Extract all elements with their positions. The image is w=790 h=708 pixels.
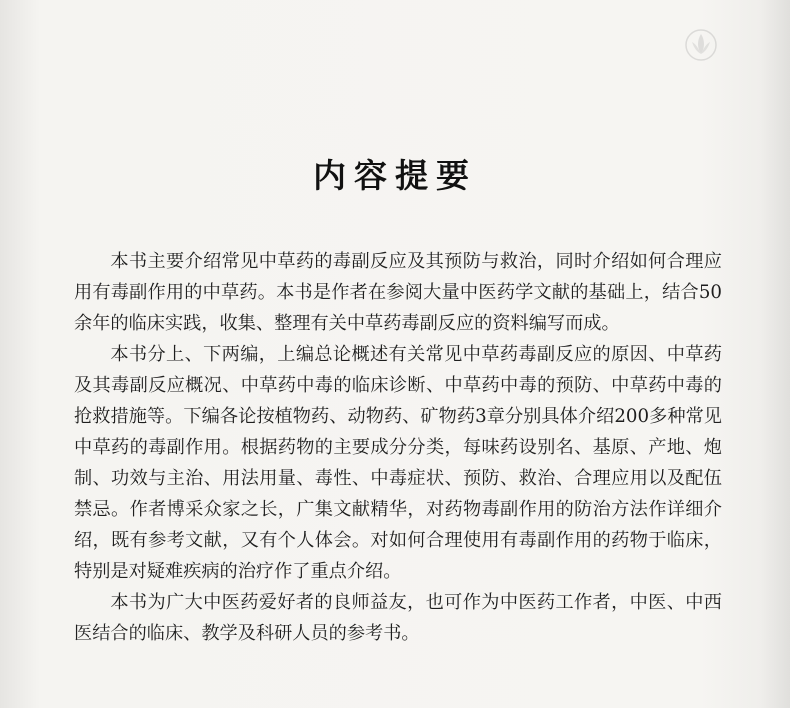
page-title: 内容提要 [313,156,477,195]
paragraph-1: 本书主要介绍常见中草药的毒副反应及其预防与救治，同时介绍如何合理应用有毒副作用的中草药。本书是作者在参阅大量中医药学文献的基础上，结合50余年的临床实践，收集、整理有关中草药毒副反应的资料编写而成。 [74,251,722,334]
lotus-emblem-icon [684,28,718,62]
paragraph-2: 本书分上、下两编，上编总论概述有关常见中草药毒副反应的原因、中草药及其毒副反应概况、中草药中毒的临床诊断、中草药中毒的预防、中草药中毒的抢救措施等。下编各论按植物药、动物药、矿物药3章分别具体介绍200多种常见中草药的毒副作用。根据药物的主要成分分类，每味药设别名、基原、产地、炮制、功效与主治、用法用量、毒性、中毒症状、预防、救治、合理应用以及配伍禁忌。作者博采众家之长，广集文献精华，对药物毒副作用的防治方法作详细介绍，既有参考文献，又有个人体会。对如何合理使用有毒副作用的药物于临床，特别是对疑难疾病的治疗作了重点介绍。 [74,344,722,582]
summary-body [74,246,722,649]
page-edge-shadow [760,0,790,708]
paragraph-3: 本书为广大中医药爱好者的良师益友，也可作为中医药工作者，中医、中西医结合的临床、教学及科研人员的参考书。 [74,592,722,644]
